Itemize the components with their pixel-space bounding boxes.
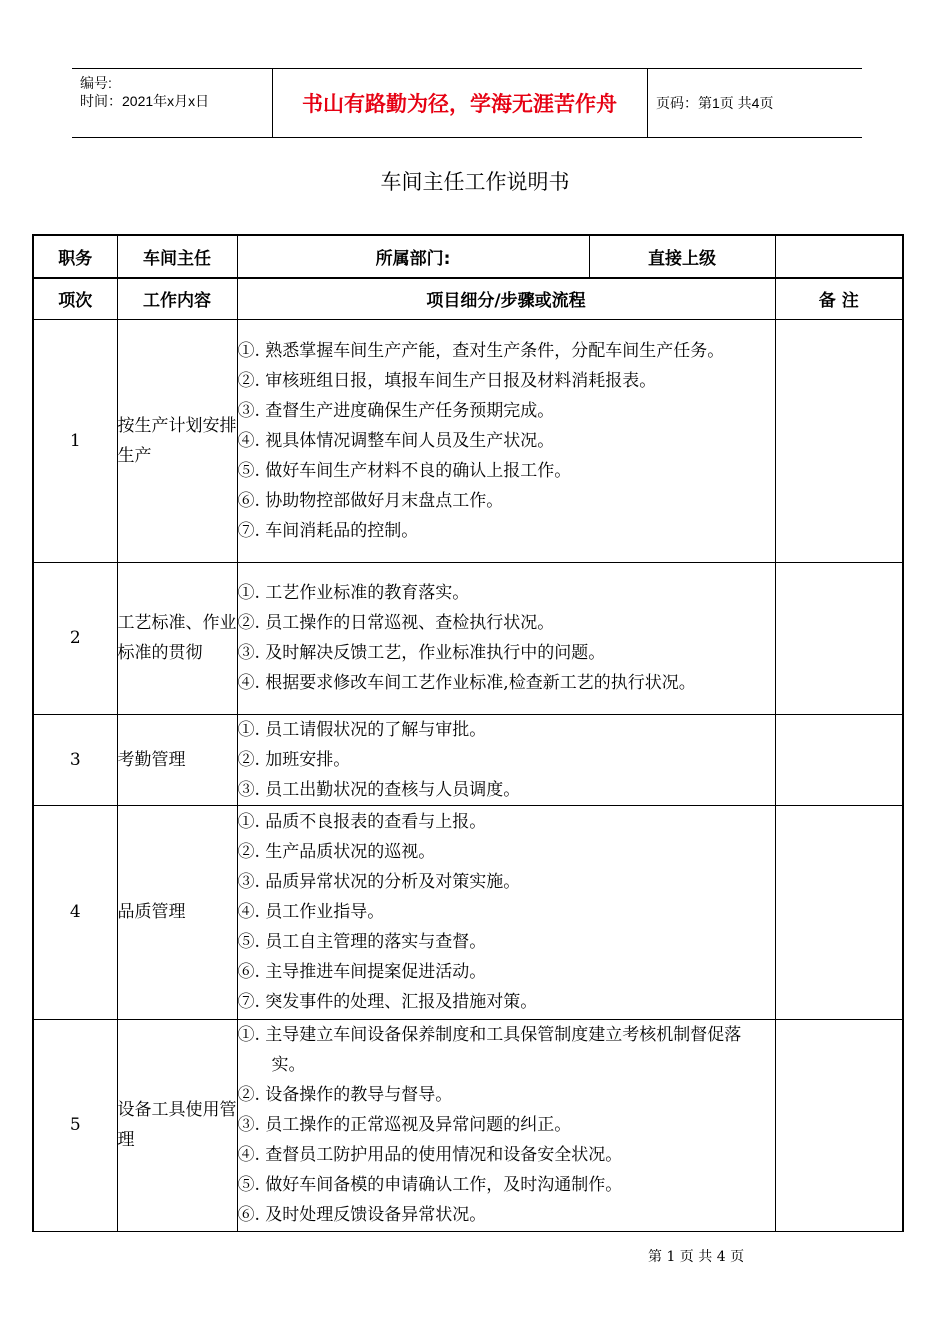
step-item: ⑦. 突发事件的处理、汇报及措施对策。	[237, 992, 538, 1012]
table-row	[33, 714, 903, 805]
step-item: ③. 员工操作的正常巡视及异常问题的纠正。	[237, 1115, 572, 1135]
department-label: 所属部门:	[237, 235, 589, 278]
table-row	[33, 562, 903, 714]
step-item: ④. 员工作业指导。	[237, 902, 385, 922]
step-item: ①. 员工请假状况的了解与审批。	[237, 719, 487, 740]
work-content-header: 工作内容	[117, 278, 237, 319]
work-content: 考勤管理	[117, 714, 237, 805]
step-item: ④. 查督员工防护用品的使用情况和设备安全状况。	[237, 1145, 623, 1165]
remark-cell	[775, 805, 903, 1019]
step-item: ②. 生产品质状况的巡视。	[237, 842, 436, 862]
step-item: ⑤. 做好车间生产材料不良的确认上报工作。	[237, 460, 572, 481]
steps-header: 项目细分/步骤或流程	[237, 278, 775, 319]
table-row	[33, 805, 903, 1019]
step-item: ③. 员工出勤状况的查核与人员调度。	[237, 779, 521, 800]
step-list	[237, 319, 775, 562]
page-footer: 第 1 页 共 4 页	[648, 1249, 745, 1265]
item-number: 3	[33, 714, 117, 805]
job-description-table	[32, 234, 904, 1232]
step-item: ②. 设备操作的教导与督导。	[237, 1085, 453, 1105]
step-list	[237, 805, 775, 1019]
item-no-header: 项次	[33, 278, 117, 319]
position-value: 车间主任	[117, 235, 237, 278]
step-list	[237, 1019, 775, 1231]
step-item: ④. 视具体情况调整车间人员及生产状况。	[237, 430, 555, 451]
work-content: 品质管理	[117, 805, 237, 1019]
step-item: ③. 及时解决反馈工艺，作业标准执行中的问题。	[237, 643, 606, 663]
work-content: 按生产计划安排生产	[117, 319, 237, 562]
item-number: 2	[33, 562, 117, 714]
supervisor-value	[775, 235, 903, 278]
step-item: ③. 品质异常状况的分析及对策实施。	[237, 872, 521, 892]
step-item: ④. 根据要求修改车间工艺作业标准,检查新工艺的执行状况。	[237, 673, 696, 693]
doc-number-label: 编号:	[80, 75, 112, 91]
table-header-row	[33, 235, 903, 278]
remarks-header: 备 注	[775, 278, 903, 319]
item-number: 1	[33, 319, 117, 562]
table-row	[33, 1019, 903, 1231]
step-list	[237, 714, 775, 805]
step-item: ⑤. 员工自主管理的落实与查督。	[237, 932, 487, 952]
header-slogan: 书山有路勤为径，学海无涯苦作舟	[272, 69, 648, 137]
step-item: ①. 品质不良报表的查看与上报。	[237, 812, 487, 832]
item-number: 5	[33, 1019, 117, 1231]
step-list	[237, 562, 775, 714]
step-item: ⑦. 车间消耗品的控制。	[237, 520, 419, 541]
work-content: 设备工具使用管理	[117, 1019, 237, 1231]
header-page-label: 页码：第1页 共4页	[656, 95, 774, 111]
table-column-header-row	[33, 278, 903, 319]
step-item: ①. 工艺作业标准的教育落实。	[237, 583, 470, 603]
position-label: 职务	[33, 235, 117, 278]
step-item: ①. 主导建立车间设备保养制度和工具保管制度建立考核机制督促落实。	[237, 1025, 742, 1075]
remark-cell	[775, 1019, 903, 1231]
header-meta-cell	[72, 69, 273, 137]
work-content: 工艺标准、作业标准的贯彻	[117, 562, 237, 714]
step-item: ⑥. 主导推进车间提案促进活动。	[237, 962, 487, 982]
step-item: ①. 熟悉掌握车间生产产能，查对生产条件，分配车间生产任务。	[237, 340, 725, 361]
item-number: 4	[33, 805, 117, 1019]
document-header	[72, 68, 862, 138]
step-item: ③. 查督生产进度确保生产任务预期完成。	[237, 400, 555, 421]
step-item: ②. 员工操作的日常巡视、查检执行状况。	[237, 613, 555, 633]
remark-cell	[775, 562, 903, 714]
remark-cell	[775, 714, 903, 805]
step-item: ⑥. 协助物控部做好月末盘点工作。	[237, 490, 504, 511]
step-item: ②. 审核班组日报，填报车间生产日报及材料消耗报表。	[237, 370, 657, 391]
document-title: 车间主任工作说明书	[380, 170, 570, 194]
step-item: ⑤. 做好车间备模的申请确认工作，及时沟通制作。	[237, 1175, 623, 1195]
table-row	[33, 319, 903, 562]
remark-cell	[775, 319, 903, 562]
step-item: ②. 加班安排。	[237, 749, 351, 770]
doc-time-label: 时间：2021年x月x日	[80, 93, 210, 109]
supervisor-label: 直接上级	[589, 235, 775, 278]
step-item: ⑥. 及时处理反馈设备异常状况。	[237, 1205, 487, 1225]
